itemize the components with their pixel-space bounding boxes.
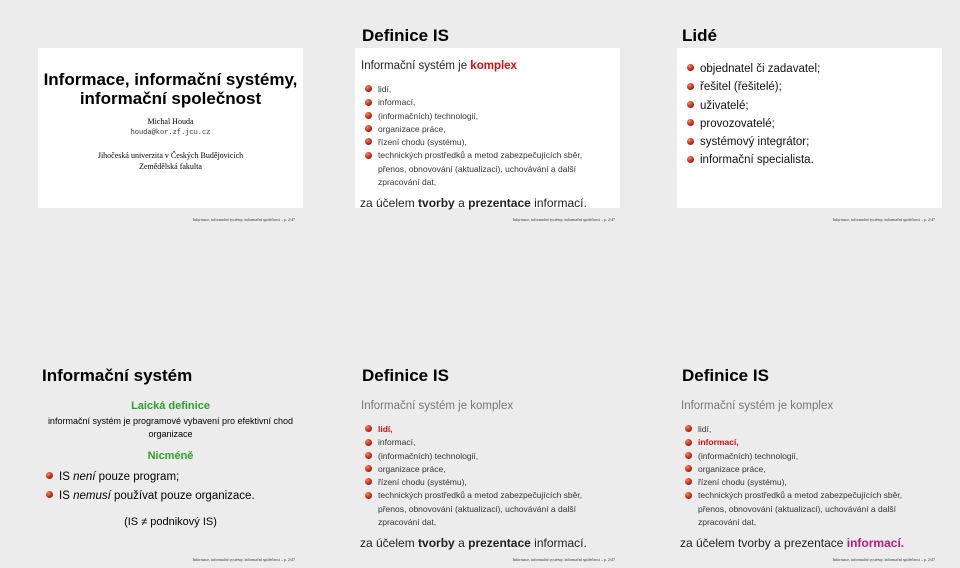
list-item: lidí,	[365, 423, 582, 436]
bullet-icon	[685, 452, 692, 459]
list-item-continuation: přenos, obnovování (aktualizaci), uchovávání a další	[378, 163, 576, 174]
definition-lead: Informační systém je komplex	[681, 400, 834, 412]
slide-footer: Informace, informační systémy, informační společnost – p. 2/47	[832, 217, 935, 222]
purpose-line: za účelem tvorby a prezentace informací.	[680, 536, 905, 550]
list-item: informací,	[365, 96, 582, 109]
list-item: objednatel či zadavatel;	[687, 60, 820, 78]
slide-footer: Informace, informační systémy, informační společnost – p. 2/47	[832, 557, 935, 562]
bullet-icon	[365, 478, 372, 485]
slide-footer: Informace, informační systémy, informační společnost – p. 2/47	[512, 557, 615, 562]
component-list	[365, 423, 582, 529]
component-list	[365, 83, 582, 189]
author-email: houda@kor.zf.jcu.cz	[130, 129, 211, 137]
slide-footer: Informace, informační systémy, informační společnost – p. 2/47	[192, 557, 295, 562]
purpose-line: za účelem tvorby a prezentace informací.	[360, 536, 587, 550]
list-item-continuation: zpracování dat,	[378, 517, 437, 528]
list-item: IS nemusí používat pouze organizace.	[46, 490, 255, 502]
bullet-icon	[687, 156, 694, 163]
bullet-icon	[687, 64, 694, 71]
slide-body	[38, 48, 303, 208]
definition-lead: Informační systém je komplex	[361, 400, 514, 412]
bullet-icon	[365, 465, 372, 472]
bullet-icon	[365, 112, 372, 119]
list-item: organizace práce,	[685, 463, 902, 476]
list-item: řízení chodu (systému),	[685, 476, 902, 489]
bullet-icon	[685, 492, 692, 499]
bullet-icon	[687, 138, 694, 145]
component-list	[685, 423, 902, 529]
slide-body	[355, 48, 620, 208]
slide-footer: Informace, informační systémy, informační společnost – p. 2/47	[192, 217, 295, 222]
bullet-icon	[687, 119, 694, 126]
people-list	[687, 60, 820, 170]
list-item: (informačních) technologií,	[365, 450, 582, 463]
bullet-icon	[685, 439, 692, 446]
list-item: informační specialista.	[687, 151, 820, 169]
bullet-icon	[365, 138, 372, 145]
bullet-icon	[365, 152, 372, 159]
list-item: řízení chodu (systému),	[365, 136, 582, 149]
slide-footer: Informace, informační systémy, informační společnost – p. 2/47	[512, 217, 615, 222]
list-item-continuation: přenos, obnovování (aktualizaci), uchovávání a další	[378, 503, 576, 514]
slide-body	[675, 388, 940, 548]
bullet-icon	[687, 101, 694, 108]
purpose-line: za účelem tvorby a prezentace informací.	[360, 196, 587, 210]
list-item: (informačních) technologií,	[365, 110, 582, 123]
list-item: lidí,	[685, 423, 902, 436]
bullet-icon	[365, 125, 372, 132]
is-inequality-note: (IS ≠ podnikový IS)	[124, 516, 217, 528]
bullet-icon	[365, 85, 372, 92]
list-item: organizace práce,	[365, 123, 582, 136]
bullet-icon	[365, 439, 372, 446]
list-item: technických prostředků a metod zabezpečujících sběr,	[365, 489, 582, 502]
bullet-icon	[365, 492, 372, 499]
list-item: řízení chodu (systému),	[365, 476, 582, 489]
bullet-icon	[685, 465, 692, 472]
list-item: technických prostředků a metod zabezpečujících sběr,	[365, 149, 582, 162]
definition-lead: Informační systém je komplex	[361, 60, 517, 72]
bullet-icon	[685, 478, 692, 485]
slide-definice-lidi	[320, 340, 640, 566]
laicka-definice-text: informační systém je programové vybavení pro efektivní chod organizace	[47, 416, 294, 439]
list-item: informací,	[685, 436, 902, 449]
slide-body	[677, 48, 942, 208]
list-item: organizace práce,	[365, 463, 582, 476]
faculty-name: Zemědělská fakulta	[139, 162, 202, 171]
slide-lide	[640, 0, 960, 226]
list-item: informací,	[365, 436, 582, 449]
list-item: (informačních) technologií,	[685, 450, 902, 463]
list-item: IS není pouze program;	[46, 471, 179, 483]
list-item-continuation: zpracování dat,	[698, 517, 757, 528]
list-item: řešitel (řešitelé);	[687, 78, 820, 96]
slide-body	[355, 388, 620, 548]
komplex-highlight: komplex	[470, 60, 517, 72]
slide-body	[38, 388, 303, 548]
list-item: technických prostředků a metod zabezpečujících sběr,	[685, 489, 902, 502]
list-item: lidí,	[365, 83, 582, 96]
list-item-continuation: zpracování dat,	[378, 177, 437, 188]
bullet-icon	[685, 425, 692, 432]
list-item: systémový integrátor;	[687, 133, 820, 151]
slide-heading: Informační systém	[42, 366, 193, 385]
bullet-icon	[365, 452, 372, 459]
author-name: Michal Houda	[147, 117, 194, 126]
slide-heading: Definice IS	[682, 366, 769, 385]
slide-heading: Definice IS	[362, 26, 449, 45]
list-item: provozovatelé;	[687, 115, 820, 133]
university-name: Jihočeská univerzita v Českých Budějovicích	[97, 151, 244, 160]
bullet-icon	[365, 425, 372, 432]
bullet-icon	[687, 83, 694, 90]
presentation-title: Informace, informační systémy, informační společnost	[43, 70, 298, 108]
slide-heading: Definice IS	[362, 366, 449, 385]
slide-definice-informaci	[640, 340, 960, 566]
bullet-icon	[365, 99, 372, 106]
slide-definice-komplex	[320, 0, 640, 226]
slide-heading: Lidé	[682, 26, 717, 45]
bullet-icon	[46, 491, 53, 498]
laicka-definice-heading: Laická definice	[131, 400, 210, 412]
slide-title	[0, 0, 320, 226]
list-item: uživatelé;	[687, 97, 820, 115]
list-item-continuation: přenos, obnovování (aktualizaci), uchovávání a další	[698, 503, 896, 514]
slide-informacni-system	[0, 340, 320, 566]
nicmene-heading: Nicméně	[147, 450, 194, 462]
bullet-icon	[46, 472, 53, 479]
